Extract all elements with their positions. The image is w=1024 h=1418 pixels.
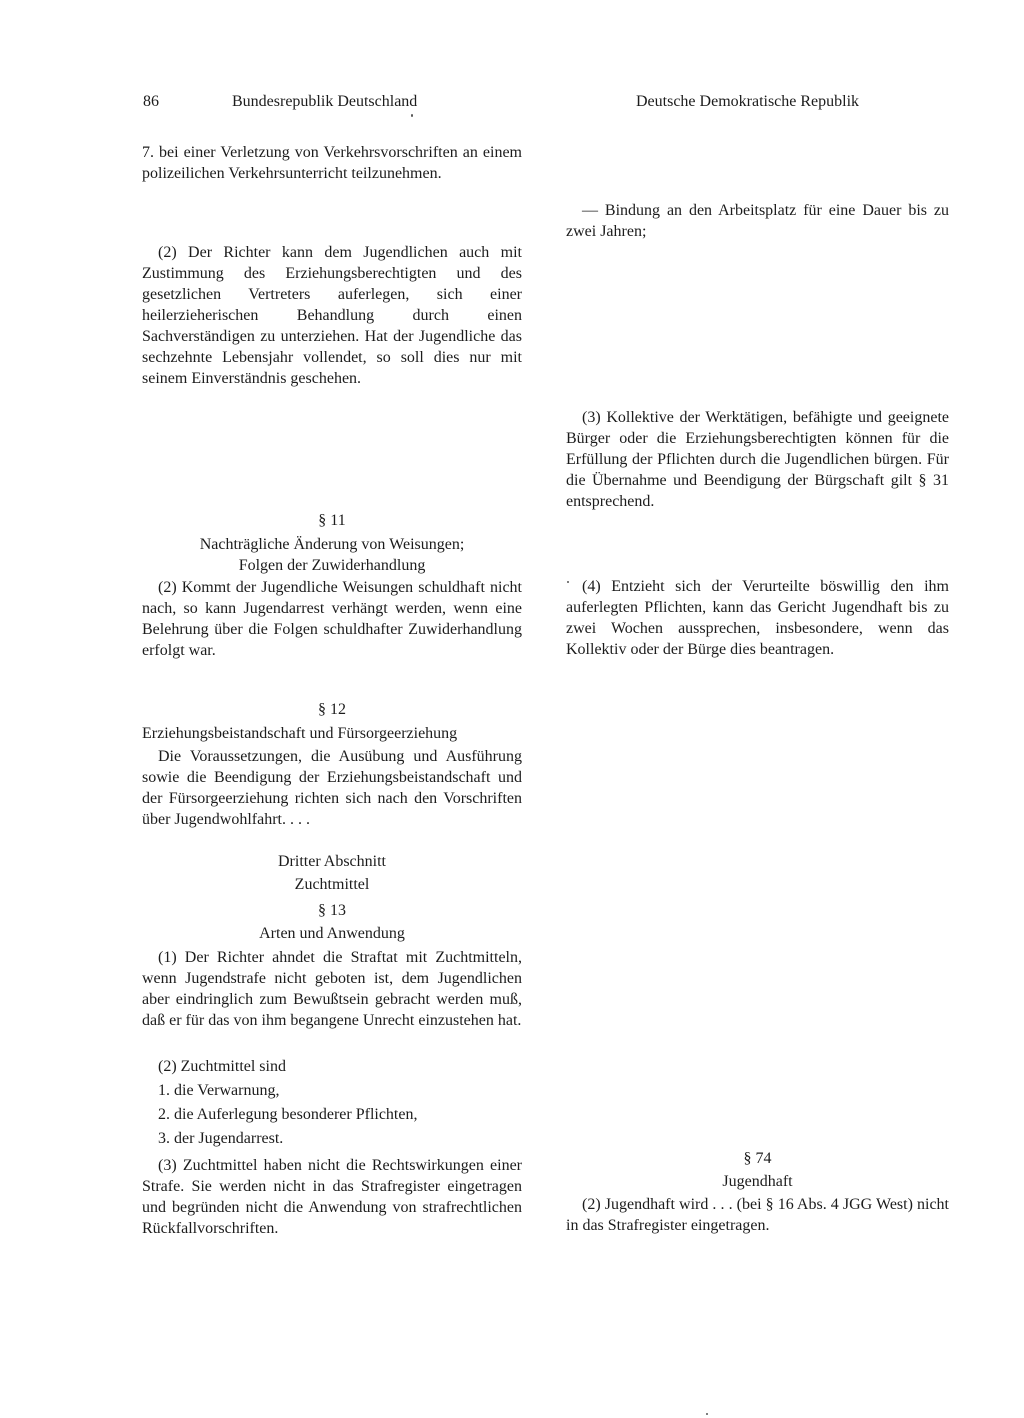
section-11-number: § 11: [318, 512, 346, 529]
section-11-paragraph: (2) Kommt der Jugendliche Weisungen schuldhaft nicht nach, so kann Jugendarrest verhängt werden, wenn eine Belehrung über die Folgen schuldhafter Zuwiderhandlung erfolgt war.: [142, 579, 522, 659]
header-right-title: Deutsche Demokratische Republik: [636, 93, 860, 110]
scan-speck: [411, 114, 413, 117]
section-74-number: § 74: [743, 1150, 772, 1167]
left-paragraph-2: (2) Der Richter kann dem Jugendlichen auch mit Zustimmung des Erziehungsberechtigten und des gesetzlichen Vertreters auferlegen, sich einer heilerzieherischen Behandlung durch einen Sachverständigen zu unterziehen. Hat der Jugendliche das sechzehnte Lebensjahr vollendet, so soll dies nur mit seinem Einverständnis geschehen.: [142, 244, 522, 387]
list-item: 3. der Jugendarrest.: [158, 1130, 284, 1147]
section-13-paragraph-2-intro: (2) Zuchtmittel sind: [158, 1058, 286, 1075]
section-13-paragraph-3: (3) Zuchtmittel haben nicht die Rechtswirkungen einer Strafe. Sie werden nicht in das Strafregister eingetragen und begründen nicht die Anwendung von strafrechtlichen Rückfallvorschriften.: [142, 1157, 522, 1237]
page-number: 86: [143, 93, 159, 110]
section-subheading: Zuchtmittel: [294, 876, 370, 893]
header-left-title: Bundesrepublik Deutschland: [232, 93, 418, 110]
section-74-title: Jugendhaft: [722, 1173, 793, 1190]
list-item: 2. die Auferlegung besonderer Pflichten,: [158, 1106, 418, 1123]
section-heading: Dritter Abschnitt: [278, 853, 386, 870]
section-11-title-line1: Nachträgliche Änderung von Weisungen;: [199, 536, 465, 553]
section-12-title: Erziehungsbeistandschaft und Fürsorgeerziehung: [142, 725, 458, 742]
section-12-paragraph: Die Voraussetzungen, die Ausübung und Ausführung sowie die Beendigung der Erziehungsbeistandschaft und der Fürsorgeerziehung richten sich nach den Vorschriften über Jugendwohlfahrt. . . .: [142, 748, 522, 828]
section-13-title: Arten und Anwendung: [259, 925, 405, 942]
scan-speck: [567, 581, 569, 583]
scan-speck: [706, 1413, 708, 1415]
right-paragraph-3: (3) Kollektive der Werktätigen, befähigte und geeignete Bürger oder die Erziehungsberechtigten können für die Erfüllung der Pflichten durch die Jugendlichen bürgen. Für die Übernahme und Beendigung der Bürgschaft gilt § 31 entsprechend.: [566, 409, 949, 510]
right-paragraph-4: (4) Entzieht sich der Verurteilte böswillig den ihm auferlegten Pflichten, kann das Gericht Jugendhaft bis zu zwei Wochen aussprechen, insbesondere, wenn das Kollektiv oder der Bürge dies beantragen.: [566, 578, 949, 658]
item-7: 7. bei einer Verletzung von Verkehrsvorschriften an einem polizeilichen Verkehrsunterricht teilzunehmen.: [142, 144, 522, 182]
section-74-paragraph: (2) Jugendhaft wird . . . (bei § 16 Abs. 4 JGG West) nicht in das Strafregister eingetragen.: [566, 1196, 949, 1234]
section-13-paragraph-1: (1) Der Richter ahndet die Straftat mit Zuchtmitteln, wenn Jugendstrafe nicht geboten ist, dem Jugendlichen aber eindringlich zum Bewußtsein gebracht werden muß, daß er für das von ihm begangene Unrecht einzustehen hat.: [142, 949, 522, 1029]
section-13-number: § 13: [318, 902, 346, 919]
binding-paragraph: — Bindung an den Arbeitsplatz für eine Dauer bis zu zwei Jahren;: [566, 202, 949, 240]
list-item: 1. die Verwarnung,: [158, 1082, 280, 1099]
section-12-number: § 12: [318, 701, 346, 718]
section-11-title-line2: Folgen der Zuwiderhandlung: [238, 557, 426, 574]
